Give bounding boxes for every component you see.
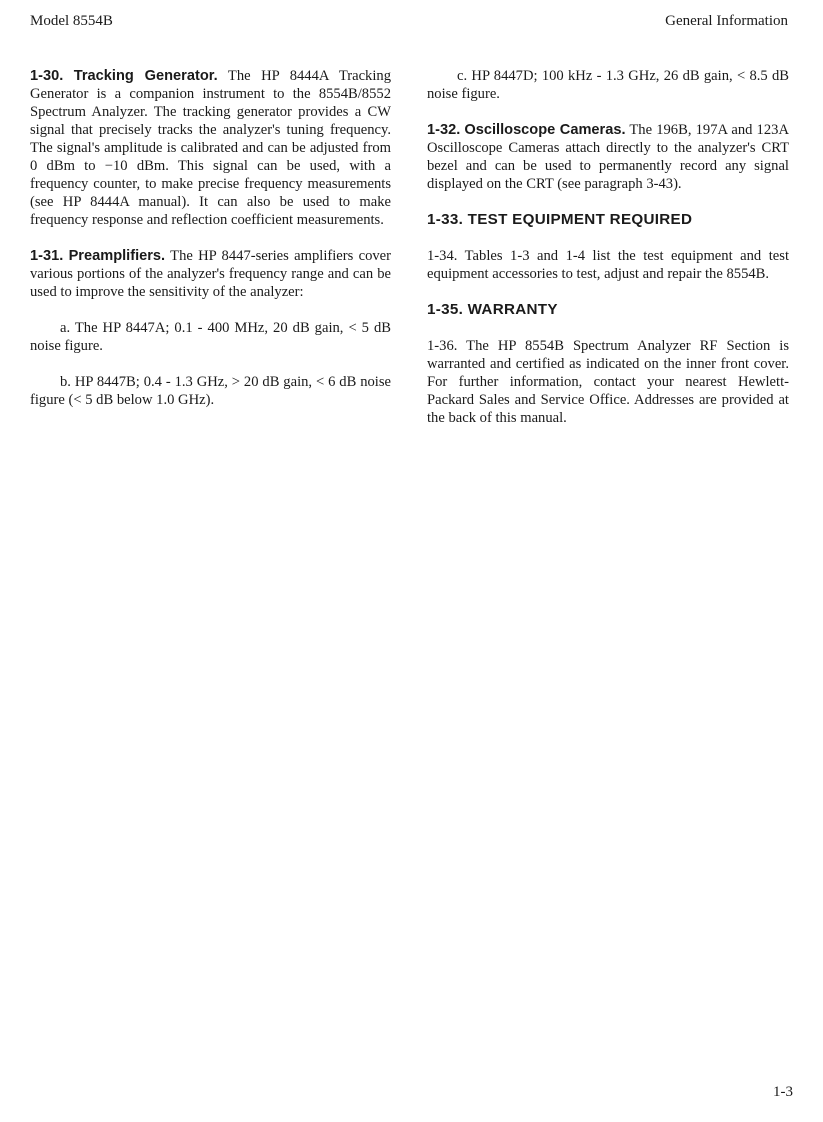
header-model: Model 8554B xyxy=(30,13,113,29)
paragraph-number: 1-31. xyxy=(30,248,64,264)
paragraph-1-30 xyxy=(30,67,391,229)
list-item-b: b. HP 8447B; 0.4 - 1.3 GHz, > 20 dB gain, < 6 dB noise figure (< 5 dB below 1.0 GHz). xyxy=(30,374,391,408)
paragraph-title: Tracking Generator. xyxy=(73,68,218,84)
left-column xyxy=(30,67,391,427)
paragraph-text: The HP 8447-series amplifiers cover various portions of the analyzer's frequency range and can be used to improve the sensitivity of the analyzer: xyxy=(30,248,392,300)
right-column xyxy=(427,67,789,445)
list-item-c: c. HP 8447D; 100 kHz - 1.3 GHz, 26 dB gain, < 8.5 dB noise figure. xyxy=(427,68,789,102)
paragraph-1-31 xyxy=(30,247,391,301)
paragraph-1-34: 1-34. Tables 1-3 and 1-4 list the test equipment and test equipment accessories to test, adjust and repair the 8554B. xyxy=(427,248,789,282)
paragraph-1-36: 1-36. The HP 8554B Spectrum Analyzer RF Section is warranted and certified as indicated on the inner front cover. For further information, contact your nearest Hewlett-Packard Sales and Service Office. Addresses are provided at the back of this manual. xyxy=(427,338,789,426)
paragraph-title: Preamplifiers. xyxy=(68,248,166,264)
paragraph-number: 1-32. xyxy=(427,122,461,138)
paragraph-text: The HP 8444A Tracking Generator is a companion instrument to the 8554B/8552 Spectrum Analyzer. The tracking generator provides a CW signal that precisely tracks the analyzer's tuning frequency. The signal's amplitude is calibrated and can be adjusted from 0 dBm to −10 dBm. This signal can be used, with a frequency counter, to make precise frequency measurements (see HP 8444A manual). It can also be used to make frequency response and reflection coefficient measurements. xyxy=(30,68,392,228)
paragraph-text: The 196B, 197A and 123A Oscilloscope Cameras attach directly to the analyzer's CRT bezel and can be used to permanently record any signal displayed on the CRT (see paragraph 3-43). xyxy=(427,122,789,192)
list-item-a: a. The HP 8447A; 0.1 - 400 MHz, 20 dB gain, < 5 dB noise figure. xyxy=(30,320,391,354)
paragraph-1-32 xyxy=(427,121,789,193)
page-number: 1-3 xyxy=(773,1084,793,1100)
header-section-title: General Information xyxy=(665,13,788,29)
paragraph-number: 1-30. xyxy=(30,68,64,84)
heading-warranty: 1-35. WARRANTY xyxy=(427,301,558,318)
heading-test-equipment-required: 1-33. TEST EQUIPMENT REQUIRED xyxy=(427,211,693,228)
paragraph-title: Oscilloscope Cameras. xyxy=(464,122,626,138)
